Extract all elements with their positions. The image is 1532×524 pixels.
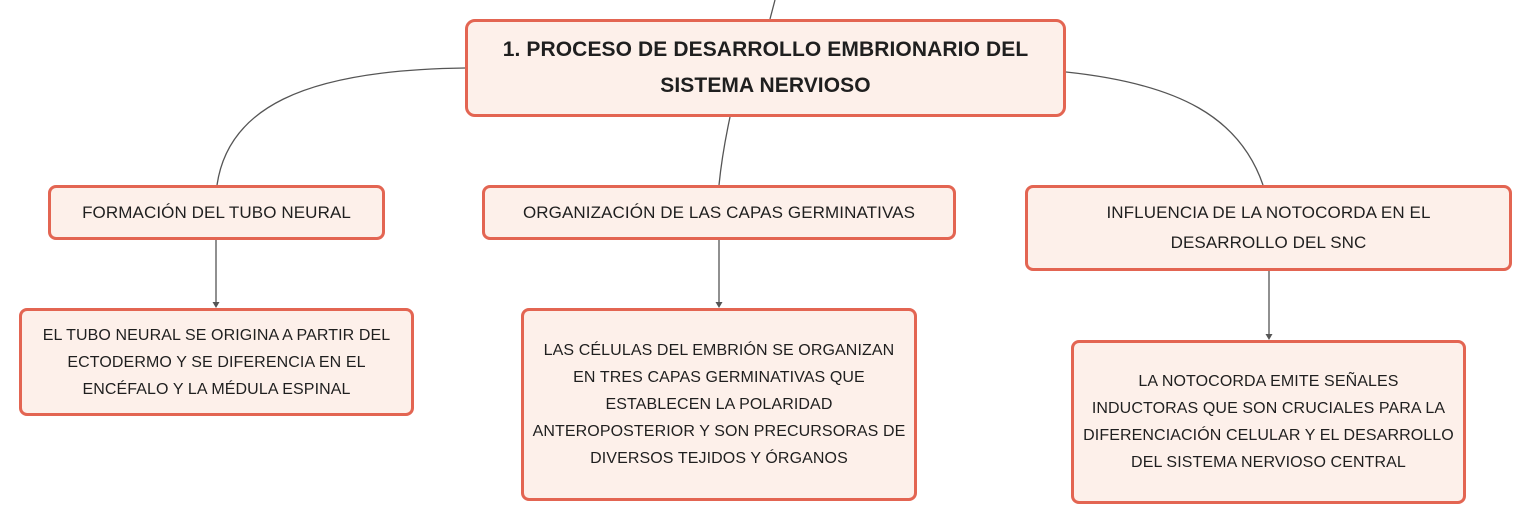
detail-line: ECTODERMO Y SE DIFERENCIA EN EL [67,353,366,371]
detail-line: EL TUBO NEURAL SE ORIGINA A PARTIR DEL [42,326,391,344]
connector-root-incoming [770,0,775,19]
detail-node-capas-germinativas[interactable] [521,308,917,501]
detail-node-text [533,337,906,472]
root-node-text [503,32,1029,104]
detail-node-notocorda[interactable] [1071,340,1466,504]
connector-root-to-branch-2 [719,117,730,185]
connector-root-to-branch-1 [217,68,465,185]
detail-line: ENCÉFALO Y LA MÉDULA ESPINAL [82,380,351,398]
branch-title-line: DESARROLLO DEL SNC [1170,233,1367,252]
branch-node-text [523,198,915,228]
detail-line: LA NOTOCORDA EMITE SEÑALES [1138,373,1399,390]
detail-line: LAS CÉLULAS DEL EMBRIÓN SE ORGANIZAN [543,342,895,359]
detail-line: DIVERSOS TEJIDOS Y ÓRGANOS [590,450,848,467]
detail-line: EN TRES CAPAS GERMINATIVAS QUE [573,369,865,386]
root-node[interactable] [465,19,1066,117]
connector-root-to-branch-3 [1066,72,1263,185]
branch-node-notocorda[interactable] [1025,185,1512,271]
branch-node-tubo-neural[interactable] [48,185,385,240]
detail-node-tubo-neural[interactable] [19,308,414,416]
detail-line: DIFERENCIACIÓN CELULAR Y EL DESARROLLO [1083,427,1454,444]
detail-line: INDUCTORAS QUE SON CRUCIALES PARA LA [1091,400,1446,417]
root-title-line-1: 1. PROCESO DE DESARROLLO EMBRIONARIO DEL [502,38,1029,61]
detail-line: ANTEROPOSTERIOR Y SON PRECURSORAS DE [532,423,906,440]
detail-node-text [43,322,391,403]
detail-node-text [1083,368,1454,476]
branch-title-line: FORMACIÓN DEL TUBO NEURAL [82,202,351,222]
detail-line: ESTABLECEN LA POLARIDAD [605,396,833,413]
branch-title-line: ORGANIZACIÓN DE LAS CAPAS GERMINATIVAS [522,202,916,222]
branch-title-line: INFLUENCIA DE LA NOTOCORDA EN EL [1106,203,1431,222]
root-title-line-2: SISTEMA NERVIOSO [660,74,871,97]
branch-node-text [82,198,351,228]
branch-node-capas-germinativas[interactable] [482,185,956,240]
branch-node-text [1106,198,1430,258]
detail-line: DEL SISTEMA NERVIOSO CENTRAL [1131,454,1406,471]
